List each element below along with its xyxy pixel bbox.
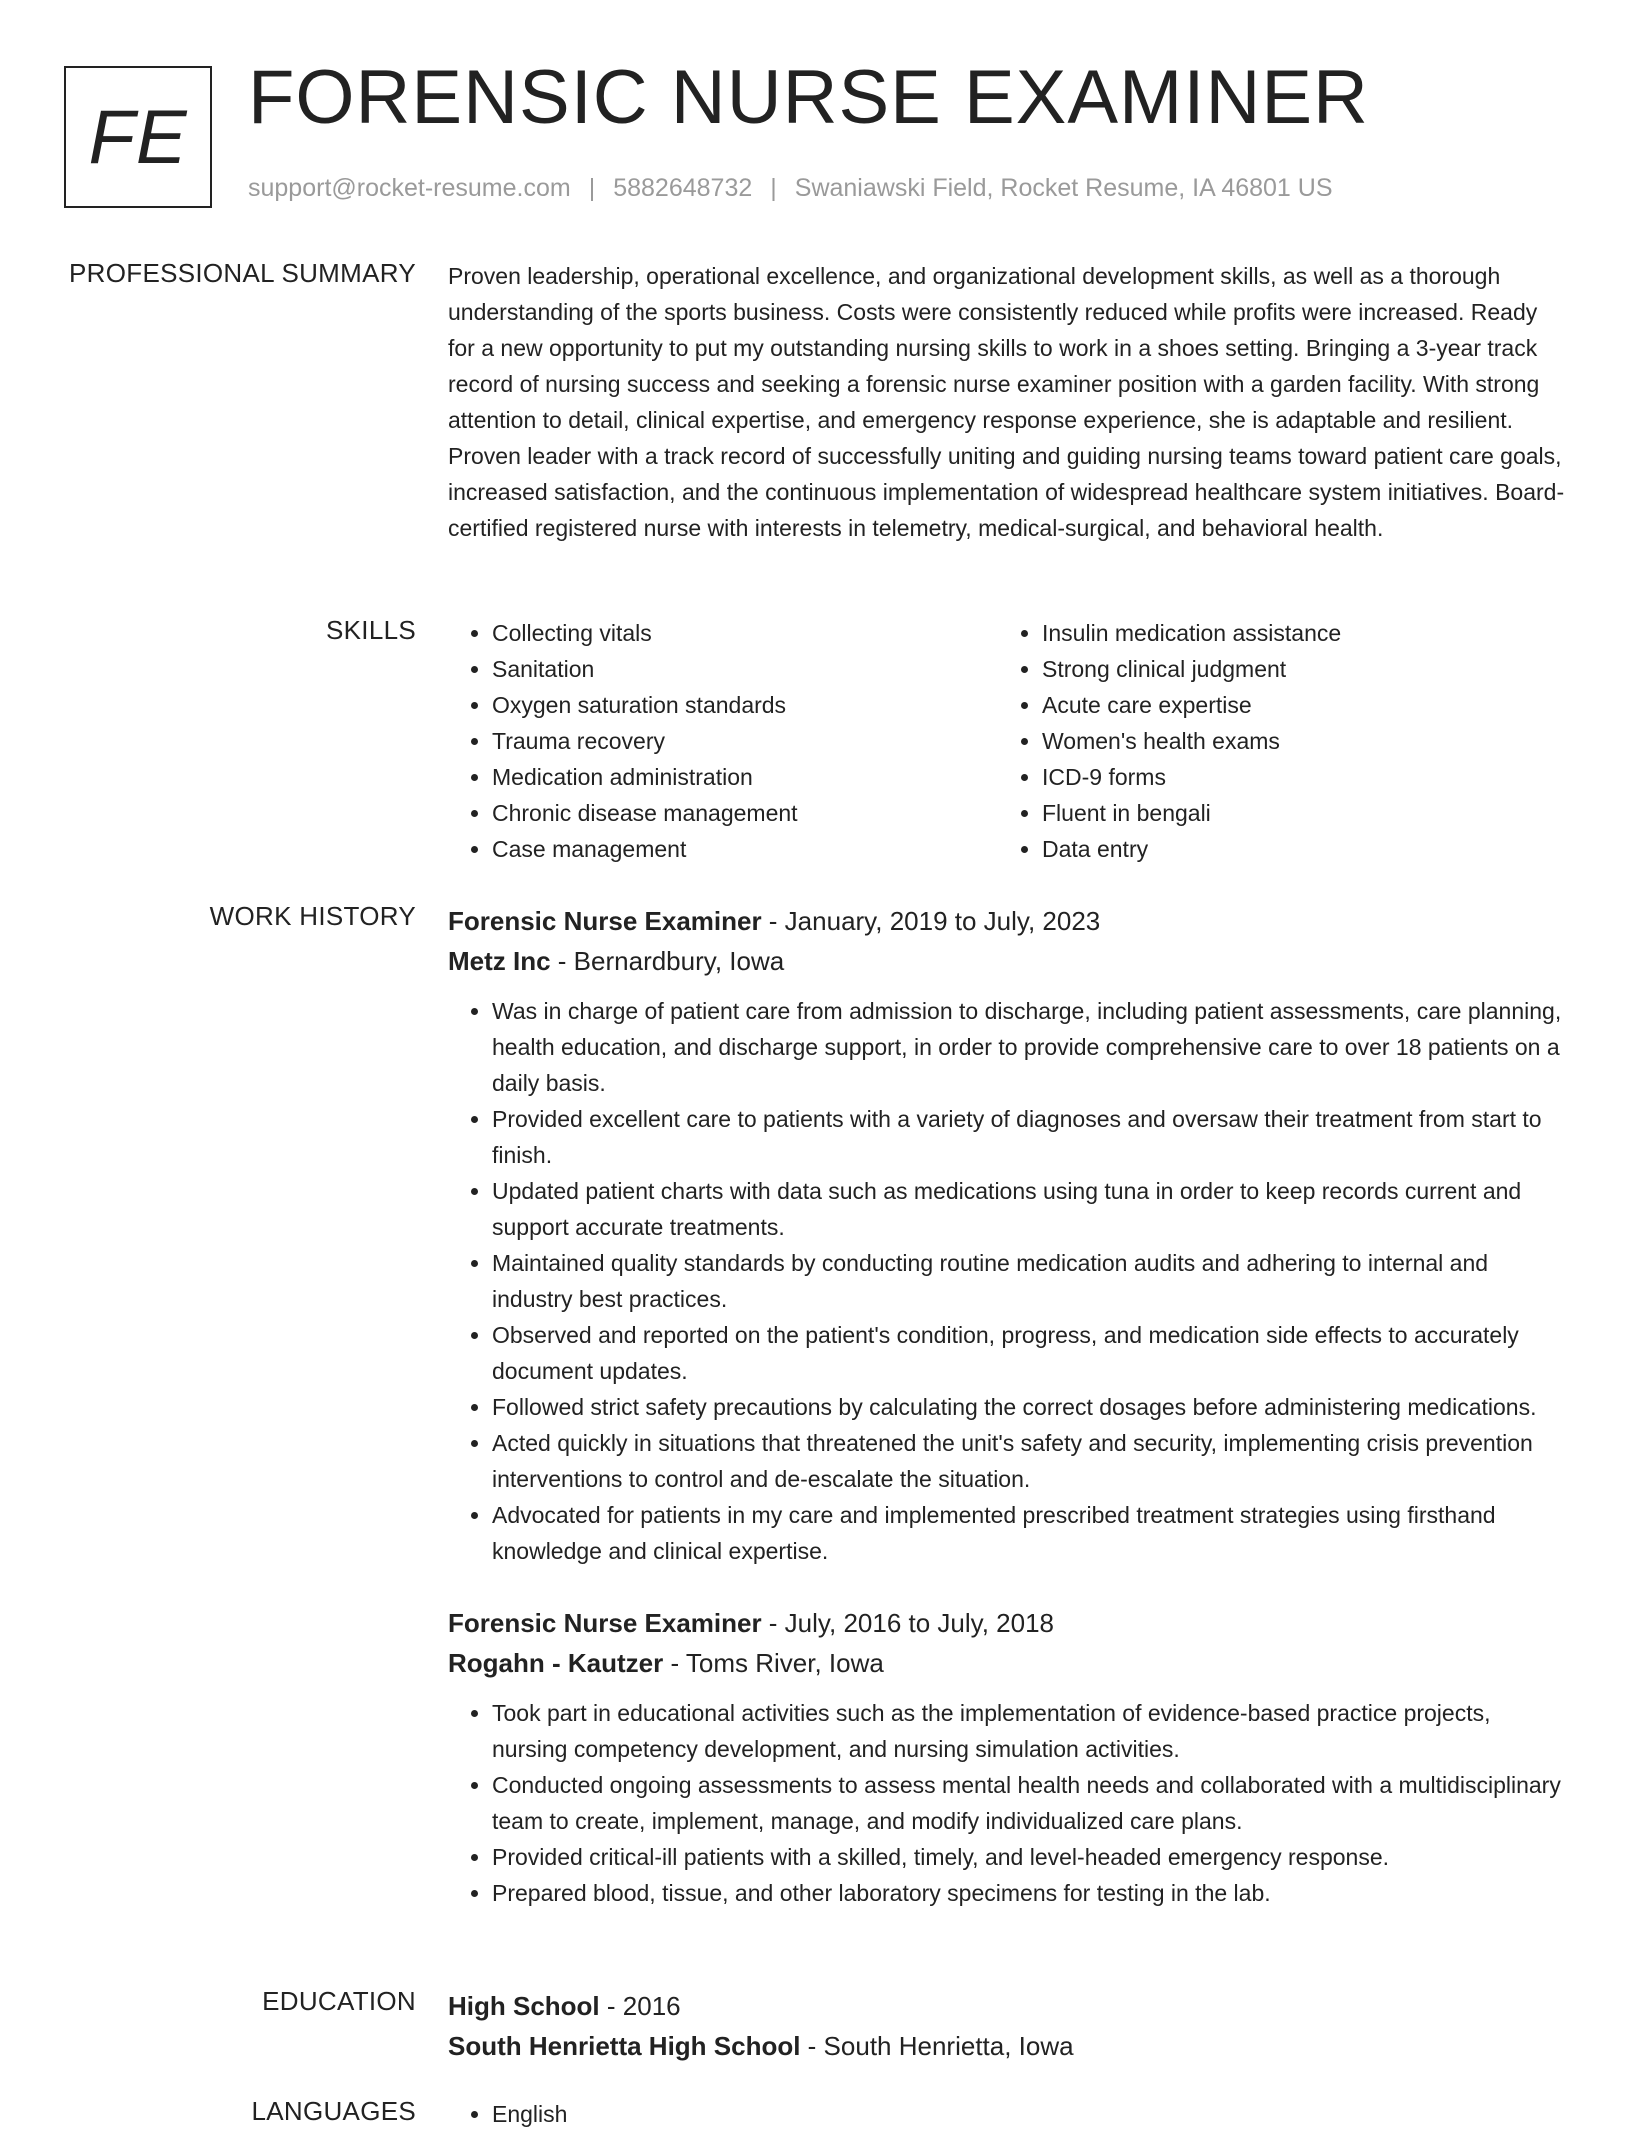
- skill-item: • Acute care expertise: [1042, 687, 1548, 723]
- contact-separator: |: [770, 174, 777, 202]
- languages-list: [448, 2096, 1568, 2132]
- resume-title: FORENSIC NURSE EXAMINER: [248, 55, 1369, 140]
- phone-number: 5882648732: [613, 174, 753, 202]
- school-location: - South Henrietta, Iowa: [800, 2031, 1074, 2061]
- job-bullet: • Maintained quality standards by conducting routine medication audits and adhering to internal and industry best practices.: [492, 1245, 1568, 1317]
- company-name: Rogahn - Kautzer: [448, 1648, 664, 1678]
- education-degree: High School: [448, 1991, 600, 2021]
- address: Swaniawski Field, Rocket Resume, IA 46801 US: [794, 174, 1333, 202]
- job-bullet: • Conducted ongoing assessments to assess mental health needs and collaborated with a multidisciplinary team to create, implement, manage, and modify individualized care plans.: [492, 1767, 1568, 1839]
- summary-text: Proven leadership, operational excellence, and organizational development skills, as well as a thorough understanding of the sports business. Costs were consistently reduced while profits were increased. Ready for a new opportunity to put my outstanding nursing skills to work in a shoes setting. Bringing a 3-year track record of nursing success and seeking a forensic nurse examiner position with a garden facility. With strong attention to detail, clinical expertise, and emergency response experience, she is adaptable and resilient. Proven leader with a track record of successfully uniting and guiding nursing teams toward patient care goals, increased satisfaction, and the continuous implementation of widespread healthcare system initiatives. Board-certified registered nurse with interests in telemetry, medical-surgical, and behavioral health.: [448, 263, 1565, 541]
- job-entry: [448, 901, 1568, 1569]
- skill-item: • ICD-9 forms: [1042, 759, 1548, 795]
- job-dates: - July, 2016 to July, 2018: [761, 1608, 1055, 1638]
- section-label-work-history: WORK HISTORY: [209, 901, 416, 931]
- education-degree-line: [448, 1986, 1568, 2026]
- job-company-line: [448, 941, 1568, 981]
- section-label-summary: PROFESSIONAL SUMMARY: [69, 258, 416, 288]
- job-bullet: • Took part in educational activities such as the implementation of evidence-based practice projects, nursing competency development, and nursing simulation activities.: [492, 1695, 1568, 1767]
- skill-item: • Trauma recovery: [492, 723, 998, 759]
- skill-item: • Women's health exams: [1042, 723, 1548, 759]
- job-bullet: • Updated patient charts with data such as medications using tuna in order to keep records current and support accurate treatments.: [492, 1173, 1568, 1245]
- skill-item: • Sanitation: [492, 651, 998, 687]
- company-name: Metz Inc: [448, 946, 551, 976]
- skill-item: • Chronic disease management: [492, 795, 998, 831]
- education-year: - 2016: [599, 1991, 681, 2021]
- job-bullet: • Advocated for patients in my care and implemented prescribed treatment strategies using firsthand knowledge and clinical expertise.: [492, 1497, 1568, 1569]
- school-name: South Henrietta High School: [448, 2031, 801, 2061]
- skill-item: • Strong clinical judgment: [1042, 651, 1548, 687]
- job-bullet: • Followed strict safety precautions by calculating the correct dosages before administering medications.: [492, 1389, 1568, 1425]
- job-company-line: [448, 1643, 1568, 1683]
- section-label-languages: LANGUAGES: [251, 2096, 416, 2126]
- monogram: FE: [64, 66, 212, 208]
- job-bullets: [448, 993, 1568, 1569]
- skills-list-right: [998, 615, 1548, 867]
- job-title: Forensic Nurse Examiner: [448, 1608, 762, 1638]
- company-location: - Bernardbury, Iowa: [550, 946, 785, 976]
- section-label-skills: SKILLS: [326, 615, 416, 645]
- job-bullet: • Provided excellent care to patients with a variety of diagnoses and oversaw their treatment from start to finish.: [492, 1101, 1568, 1173]
- job-entry: [448, 1603, 1568, 1911]
- job-title-line: [448, 1603, 1568, 1643]
- contact-separator: |: [588, 174, 596, 202]
- education-school-line: [448, 2026, 1568, 2066]
- section-label-education: EDUCATION: [262, 1986, 416, 2016]
- skill-item: • Case management: [492, 831, 998, 867]
- job-bullet: • Prepared blood, tissue, and other laboratory specimens for testing in the lab.: [492, 1875, 1568, 1911]
- skill-item: • Fluent in bengali: [1042, 795, 1548, 831]
- skills-list-left: [448, 615, 998, 867]
- language-item: • English: [492, 2096, 1568, 2132]
- skill-item: • Medication administration: [492, 759, 998, 795]
- job-bullet: • Observed and reported on the patient's condition, progress, and medication side effects to accurately document updates.: [492, 1317, 1568, 1389]
- job-title: Forensic Nurse Examiner: [448, 906, 762, 936]
- skill-item: • Data entry: [1042, 831, 1548, 867]
- skill-item: • Collecting vitals: [492, 615, 998, 651]
- contact-line: [248, 174, 1333, 203]
- job-bullet: • Provided critical-ill patients with a skilled, timely, and level-headed emergency response.: [492, 1839, 1568, 1875]
- job-bullet: • Acted quickly in situations that threatened the unit's safety and security, implementing crisis prevention interventions to control and de-escalate the situation.: [492, 1425, 1568, 1497]
- job-bullet: • Was in charge of patient care from admission to discharge, including patient assessments, care planning, health education, and discharge support, in order to provide comprehensive care to over 18 patients on a daily basis.: [492, 993, 1568, 1101]
- skill-item: • Oxygen saturation standards: [492, 687, 998, 723]
- job-dates: - January, 2019 to July, 2023: [761, 906, 1101, 936]
- job-bullets: [448, 1695, 1568, 1911]
- job-title-line: [448, 901, 1568, 941]
- email-link[interactable]: support@rocket-resume.com: [248, 174, 571, 202]
- skill-item: • Insulin medication assistance: [1042, 615, 1548, 651]
- company-location: - Toms River, Iowa: [663, 1648, 884, 1678]
